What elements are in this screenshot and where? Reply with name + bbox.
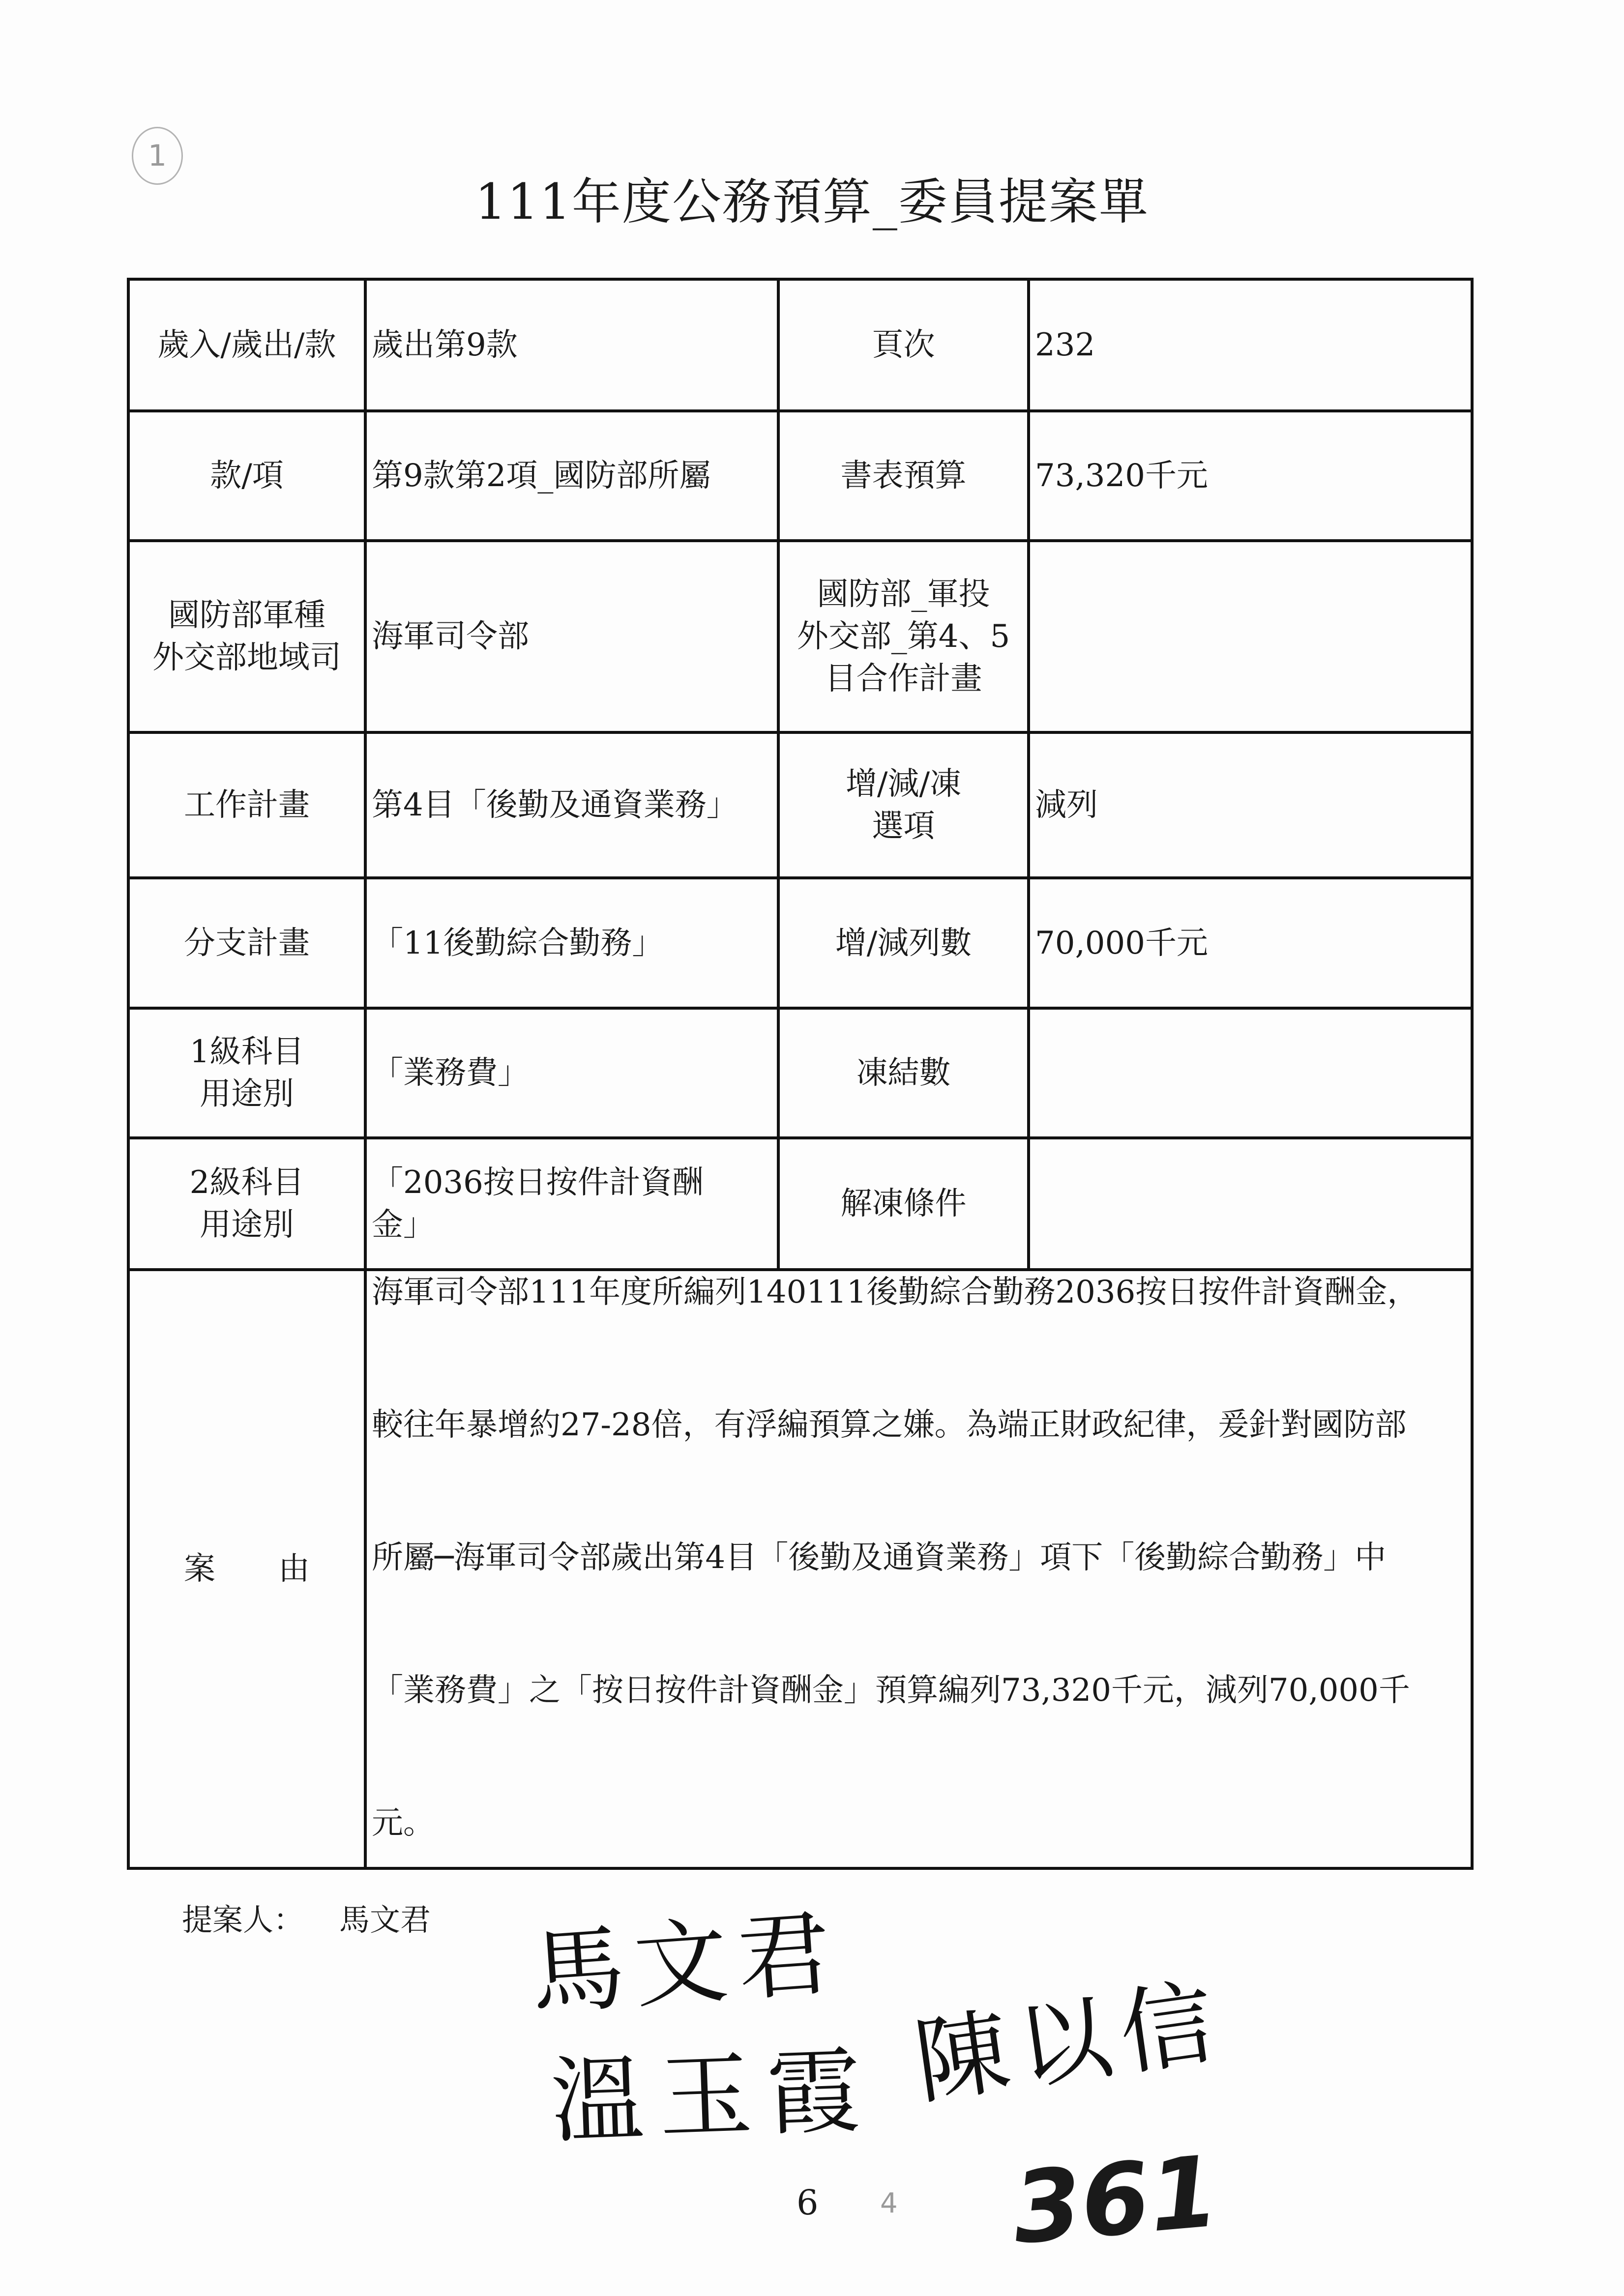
table-row bbox=[128, 1138, 1472, 1270]
reason-line: 元。 bbox=[372, 1805, 435, 1841]
field-label: 凍結數 bbox=[778, 1008, 1029, 1138]
field-value: 歲出第9款 bbox=[365, 279, 778, 411]
table-row bbox=[128, 411, 1472, 541]
field-label: 工作計畫 bbox=[128, 732, 365, 878]
field-value: 「2036按日按件計資酬 金」 bbox=[365, 1138, 778, 1270]
field-label: 國防部_軍投 外交部_第4、5 目合作計畫 bbox=[778, 541, 1029, 732]
field-label: 頁次 bbox=[778, 279, 1029, 411]
field-value: 第9款第2項_國防部所屬 bbox=[365, 411, 778, 541]
table-row bbox=[128, 541, 1472, 732]
proposal-form-table bbox=[127, 278, 1474, 1870]
field-value bbox=[1029, 541, 1472, 732]
field-label: 增/減列數 bbox=[778, 878, 1029, 1008]
reason-line: 所屬─海軍司令部歲出第4目「後勤及通資業務」項下「後勤綜合勤務」中 bbox=[372, 1540, 1387, 1576]
table-row bbox=[128, 279, 1472, 411]
reason-line: 海軍司令部111年度所編列140111後勤綜合勤務2036按日按件計資酬金， bbox=[372, 1274, 1419, 1310]
table-row bbox=[128, 732, 1472, 878]
field-value: 232 bbox=[1029, 279, 1472, 411]
field-value bbox=[1029, 1138, 1472, 1270]
proposer-name: 馬文君 bbox=[339, 1902, 431, 1938]
field-value: 70,000千元 bbox=[1029, 878, 1472, 1008]
field-value: 海軍司令部 bbox=[365, 541, 778, 732]
reason-line: 較往年暴增約27-28倍，有浮編預算之嫌。為端正財政紀律，爰針對國防部 bbox=[372, 1407, 1407, 1443]
page-number: 6 bbox=[797, 2182, 819, 2223]
field-label: 2級科目 用途別 bbox=[128, 1138, 365, 1270]
corner-circle-mark: 1 bbox=[132, 127, 183, 185]
field-label: 書表預算 bbox=[778, 411, 1029, 541]
reason-text bbox=[365, 1270, 1472, 1868]
page-number-faint: 4 bbox=[880, 2187, 898, 2219]
field-label: 1級科目 用途別 bbox=[128, 1008, 365, 1138]
proposer-label: 提案人： bbox=[182, 1902, 304, 1938]
field-value: 「業務費」 bbox=[365, 1008, 778, 1138]
field-value: 「11後勤綜合勤務」 bbox=[365, 878, 778, 1008]
table-row bbox=[128, 878, 1472, 1008]
page-title: 111年度公務預算_委員提案單 bbox=[475, 173, 1149, 231]
signature-handwritten: 陳以信 bbox=[908, 1967, 1231, 2118]
field-label: 國防部軍種 外交部地域司 bbox=[128, 541, 365, 732]
reason-label: 案 由 bbox=[128, 1270, 365, 1868]
field-label: 歲入/歲出/款 bbox=[128, 279, 365, 411]
field-label: 分支計畫 bbox=[128, 878, 365, 1008]
signature-handwritten: 溫玉霞 bbox=[549, 2036, 877, 2156]
table-row bbox=[128, 1270, 1472, 1868]
field-label: 款/項 bbox=[128, 411, 365, 541]
reason-line: 「業務費」之「按日按件計資酬金」預算編列73,320千元，減列70,000千 bbox=[372, 1672, 1410, 1709]
field-label: 增/減/凍 選項 bbox=[778, 732, 1029, 878]
field-value: 73,320千元 bbox=[1029, 411, 1472, 541]
field-value: 第4目「後勤及通資業務」 bbox=[365, 732, 778, 878]
handwritten-number: 361 bbox=[1008, 2134, 1223, 2267]
table-row bbox=[128, 1008, 1472, 1138]
field-value bbox=[1029, 1008, 1472, 1138]
field-value: 減列 bbox=[1029, 732, 1472, 878]
field-label: 解凍條件 bbox=[778, 1138, 1029, 1270]
signature-handwritten: 馬文君 bbox=[528, 1898, 844, 2029]
